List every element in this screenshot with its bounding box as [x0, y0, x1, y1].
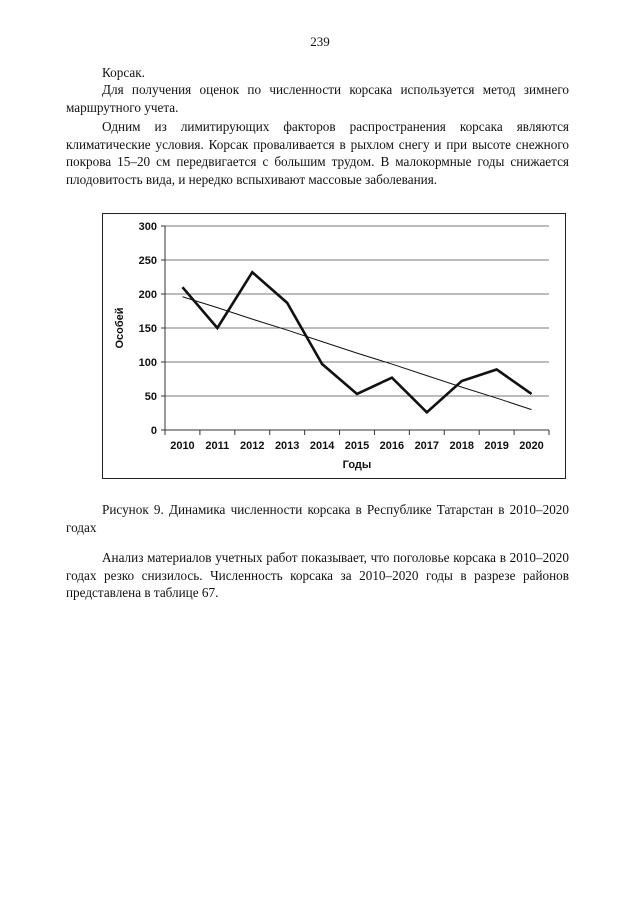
y-tick-label: 0 [150, 425, 157, 437]
x-tick-label: 2020 [519, 440, 544, 452]
x-axis-title: Годы [342, 459, 372, 471]
x-tick-label: 2011 [205, 440, 230, 452]
x-tick-label: 2015 [344, 440, 370, 452]
x-tick-label: 2012 [240, 440, 265, 452]
y-tick-label: 200 [138, 289, 157, 301]
x-tick-label: 2017 [414, 440, 440, 452]
y-axis-title: Особей [114, 307, 126, 349]
figure-caption: Рисунок 9. Динамика численности корсака в Республике Татарстан в 2010–2020 годах [66, 502, 569, 535]
paragraph-analysis: Анализ материалов учетных работ показывает, что поголовье корсака в 2010–2020 годах резко снизилось. Численность корсака за 2010–2020 годы в разрезе районов представлена в таблице 67. [66, 550, 569, 600]
y-tick-label: 150 [138, 323, 157, 335]
y-tick-label: 100 [138, 357, 157, 369]
x-tick-label: 2014 [309, 440, 335, 452]
y-tick-label: 50 [144, 391, 157, 403]
page-number: 239 [310, 34, 330, 49]
x-tick-label: 2019 [484, 440, 509, 452]
y-tick-label: 250 [138, 255, 157, 267]
population-chart [102, 213, 566, 479]
paragraph-limiting-factors: Одним из лимитирующих факторов распространения корсака являются климатические условия. Корсак проваливается в рыхлом снегу и при высоте снежного покрова 15–20 см передвигается с большим трудом. В малокормные годы снижается плодовитость вида, и нередко вспыхивают массовые заболевания. [66, 119, 569, 187]
population-line-chart [103, 214, 565, 478]
x-tick-label: 2013 [274, 440, 300, 452]
section-heading-korsak: Корсак. [102, 65, 145, 80]
y-tick-label: 300 [138, 221, 157, 233]
x-tick-label: 2016 [379, 440, 405, 452]
population-series-line [182, 272, 531, 412]
x-tick-label: 2018 [449, 440, 474, 452]
x-tick-label: 2010 [170, 440, 195, 452]
paragraph-census-method: Для получения оценок по численности корсака используется метод зимнего маршрутного учета. [66, 82, 569, 115]
